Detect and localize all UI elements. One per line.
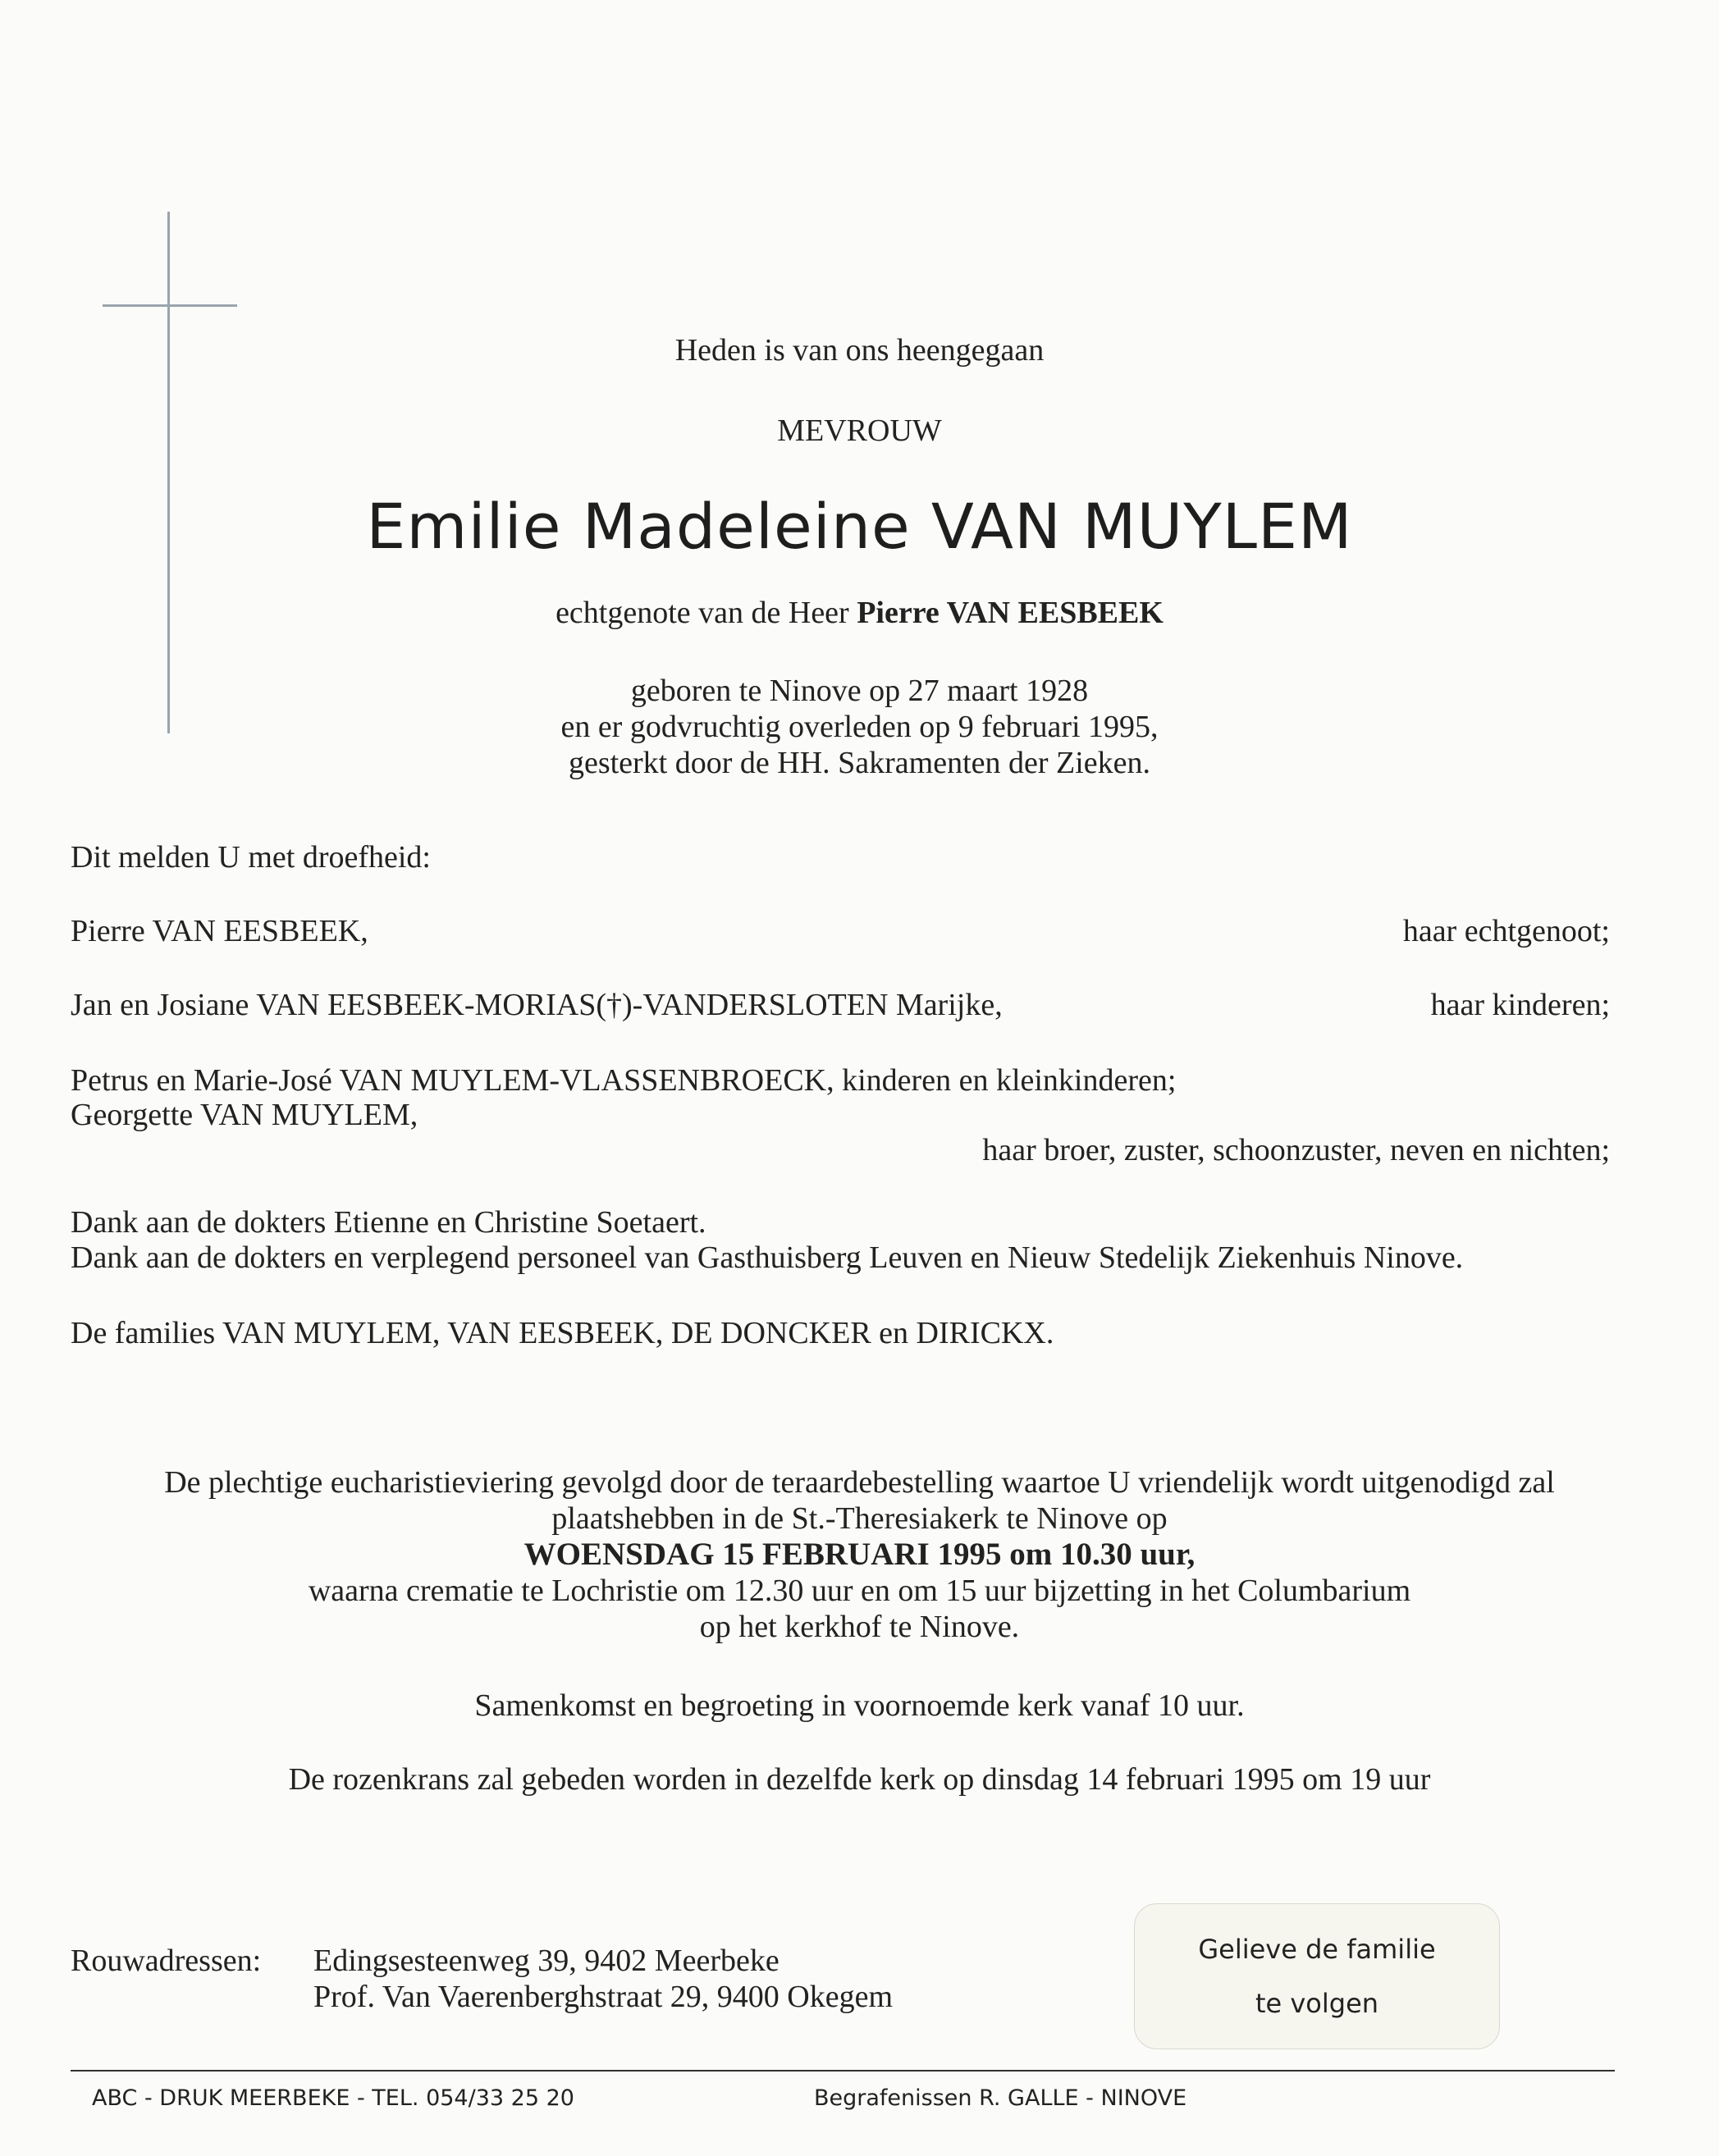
follow-line: Gelieve de familie xyxy=(1198,1934,1436,1965)
address-line: Edingsesteenweg 39, 9402 Meerbeke xyxy=(313,1944,779,1978)
ceremony-line: plaatshebben in de St.-Theresiakerk te Ninove op xyxy=(551,1501,1168,1536)
born-line: geboren te Ninove op 27 maart 1928 xyxy=(630,674,1089,708)
ceremony-line: De plechtige eucharistieviering gevolgd door de teraardebestelling waartoe U vriendelijk wordt uitgenodigd zal xyxy=(164,1465,1555,1500)
thanks-line: Dank aan de dokters Etienne en Christine Soetaert. xyxy=(71,1205,706,1240)
family-row-left: Petrus en Marie-José VAN MUYLEM-VLASSENBROECK, kinderen en kleinkinderen; xyxy=(71,1063,1177,1098)
thanks-line: Dank aan de dokters en verplegend personeel van Gasthuisberg Leuven en Nieuw Stedelijk Ziekenhuis Ninove. xyxy=(71,1240,1464,1275)
family-row-right: haar echtgenoot; xyxy=(1402,914,1610,948)
spouse-line xyxy=(0,595,1719,631)
intro-line: Heden is van ons heengegaan xyxy=(674,333,1045,368)
title-prefix: MEVROUW xyxy=(777,413,942,448)
follow-family-card xyxy=(1134,1903,1500,2049)
family-row-left: Jan en Josiane VAN EESBEEK-MORIAS(†)-VANDERSLOTEN Marijke, xyxy=(71,988,1003,1022)
family-row-right: haar broer, zuster, schoonzuster, neven en nichten; xyxy=(982,1133,1610,1167)
spouse-name: Pierre VAN EESBEEK xyxy=(857,596,1164,630)
address-line: Prof. Van Vaerenberghstraat 29, 9400 Okegem xyxy=(313,1980,894,2014)
follow-line: te volgen xyxy=(1255,1988,1379,2019)
gathering-line: Samenkomst en begroeting in voornoemde kerk vanaf 10 uur. xyxy=(474,1688,1245,1723)
sacrament-line: gesterkt door de HH. Sakramenten der Zieken. xyxy=(568,746,1151,780)
addresses-label: Rouwadressen: xyxy=(71,1944,262,1978)
printer-credit: ABC - DRUK MEERBEKE - TEL. 054/33 25 20 xyxy=(92,2085,574,2111)
ceremony-line: waarna crematie te Lochristie om 12.30 uur en om 15 uur bijzetting in het Columbarium xyxy=(308,1574,1411,1608)
cross-vertical-bar xyxy=(167,212,170,733)
funeral-home-credit: Begrafenissen R. GALLE - NINOVE xyxy=(814,2085,1187,2111)
ceremony-date: WOENSDAG 15 FEBRUARI 1995 om 10.30 uur, xyxy=(523,1537,1196,1572)
addresses-list xyxy=(313,1943,893,2015)
cross-horizontal-bar xyxy=(103,304,237,307)
birth-death-block xyxy=(0,673,1719,781)
death-line: en er godvruchtig overleden op 9 februari 1995, xyxy=(560,710,1159,744)
family-row-right: haar kinderen; xyxy=(1430,988,1610,1022)
family-row-left: Pierre VAN EESBEEK, xyxy=(71,914,368,948)
footer-divider xyxy=(71,2070,1615,2071)
rosary-line: De rozenkrans zal gebeden worden in dezelfde kerk op dinsdag 14 februari 1995 om 19 uur xyxy=(288,1762,1431,1797)
ceremony-block xyxy=(0,1464,1719,1645)
spouse-prefix: echtgenote van de Heer xyxy=(555,596,849,630)
family-row-left: Georgette VAN MUYLEM, xyxy=(71,1098,418,1132)
ceremony-line: op het kerkhof te Ninove. xyxy=(699,1610,1020,1644)
deceased-name: Emilie Madeleine VAN MUYLEM xyxy=(366,490,1353,563)
families-line: De families VAN MUYLEM, VAN EESBEEK, DE DONCKER en DIRICKX. xyxy=(71,1316,1054,1350)
announcement: Dit melden U met droefheid: xyxy=(71,840,431,875)
